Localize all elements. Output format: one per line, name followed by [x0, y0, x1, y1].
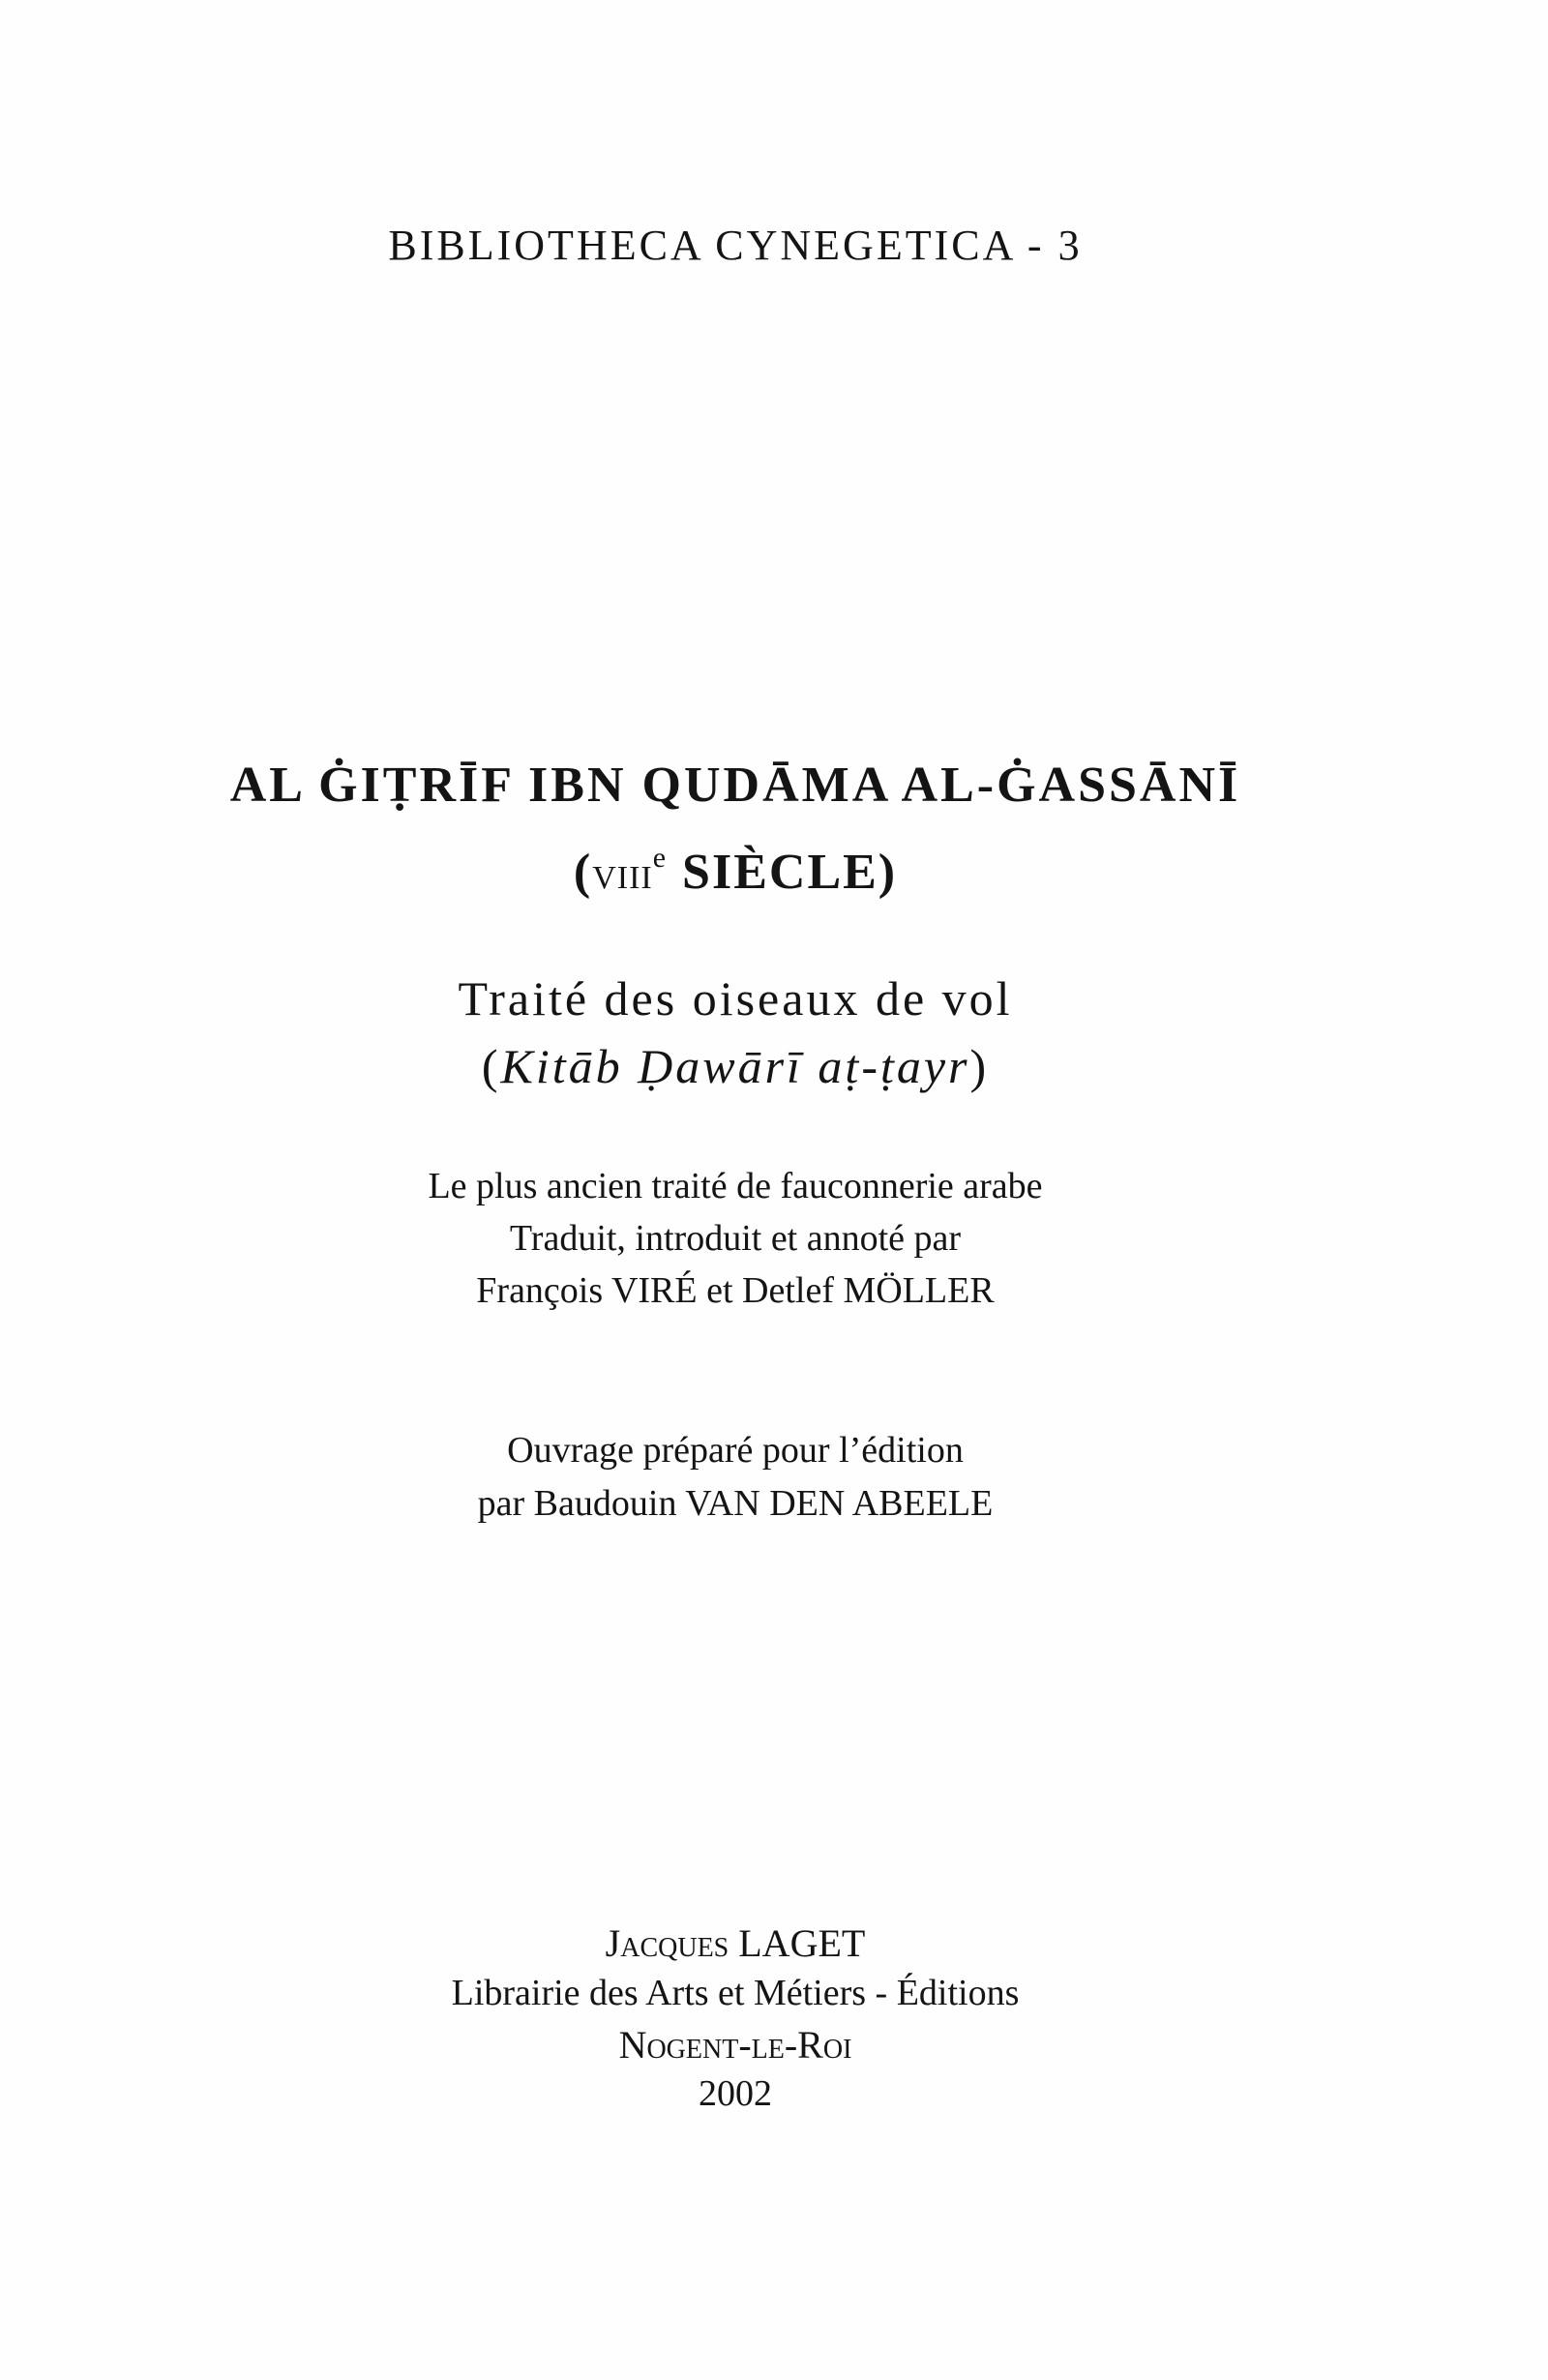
preparation-line-1: Ouvrage préparé pour l’édition	[507, 1430, 964, 1471]
editor-line: par Baudouin VAN DEN ABEELE	[477, 1483, 994, 1524]
book-subtitle	[155, 1038, 1316, 1094]
publisher-name: Jacques LAGET	[605, 1921, 866, 1965]
publisher-house: Librairie des Arts et Métiers - Éditions	[451, 1973, 1020, 2013]
century-line	[155, 844, 1316, 901]
subtitle-arabic-title: Kitāb Ḍawārī aṭ-ṭayr	[500, 1039, 970, 1093]
translators-line: François VIRÉ et Detlef MÖLLER	[476, 1270, 995, 1311]
publication-year: 2002	[699, 2073, 772, 2114]
century-superscript: e	[652, 842, 669, 874]
subtitle-open-paren: (	[481, 1039, 501, 1093]
author-name: AL ĠIṬRĪF IBN QUDĀMA AL-ĠASSĀNĪ	[229, 758, 1241, 813]
book-title: Traité des oiseaux de vol	[458, 971, 1013, 1026]
century-roman-numeral: viii	[592, 848, 653, 899]
description-line-1: Le plus ancien traité de fauconnerie arabe	[428, 1166, 1043, 1206]
century-word: SIÈCLE)	[668, 845, 898, 900]
description-line-2: Traduit, introduit et annoté par	[509, 1218, 962, 1259]
publisher-city: Nogent-le-Roi	[618, 2023, 852, 2067]
subtitle-close-paren: )	[969, 1039, 990, 1093]
series-title: BIBLIOTHECA CYNEGETICA - 3	[388, 222, 1083, 269]
century-open-paren: (	[573, 845, 593, 900]
